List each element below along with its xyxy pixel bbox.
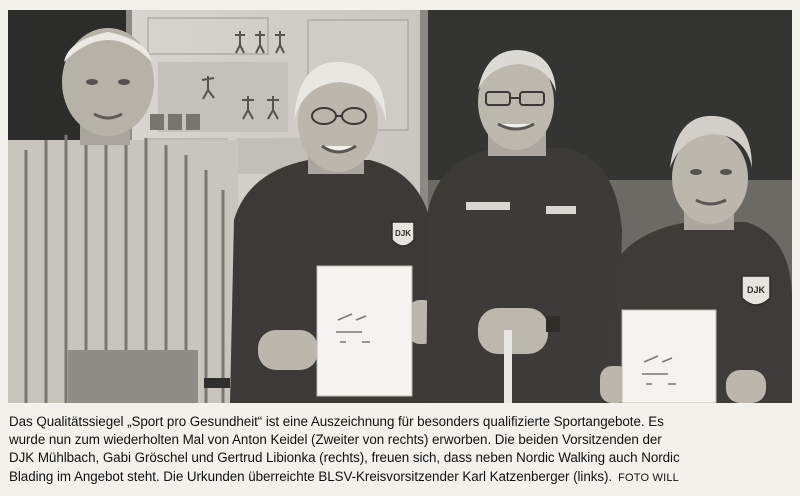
caption-line-3: DJK Mühlbach, Gabi Gröschel und Gertrud Libionka (rechts), freuen sich, dass neben Nordic Walking auch Nordic: [9, 450, 680, 466]
club-badge-icon: [392, 222, 414, 246]
wristwatch-icon: [546, 316, 560, 332]
photo-credit: FOTO WILL: [618, 471, 679, 484]
certificate-sheet-right: [622, 310, 716, 403]
photo-caption: [9, 413, 791, 487]
shirt-logo-left: [466, 202, 510, 210]
caption-line-4-row: [9, 468, 791, 487]
caption-line-2: wurde nun zum wiederholten Mal von Anton Keidel (Zweiter von rechts) erworben. Die beiden Vorsitzenden der: [9, 432, 662, 448]
badge-text: DJK: [746, 285, 766, 295]
photo-illustration: [8, 10, 792, 403]
certificate-sheet-left: [317, 266, 412, 396]
club-badge-icon: [742, 276, 770, 305]
news-photo: [8, 10, 792, 403]
caption-line-1: Das Qualitätssiegel „Sport pro Gesundheit“ ist eine Auszeichnung für besonders qualifizierte Sportangebote. Es: [9, 414, 664, 429]
walking-pole: [504, 330, 512, 403]
caption-line-4: Blading im Angebot steht. Die Urkunden überreichte BLSV-Kreisvorsitzender Karl Katzenberger (links).: [9, 468, 613, 484]
shirt-logo-right: [546, 206, 576, 214]
badge-text: DJK: [394, 229, 412, 238]
